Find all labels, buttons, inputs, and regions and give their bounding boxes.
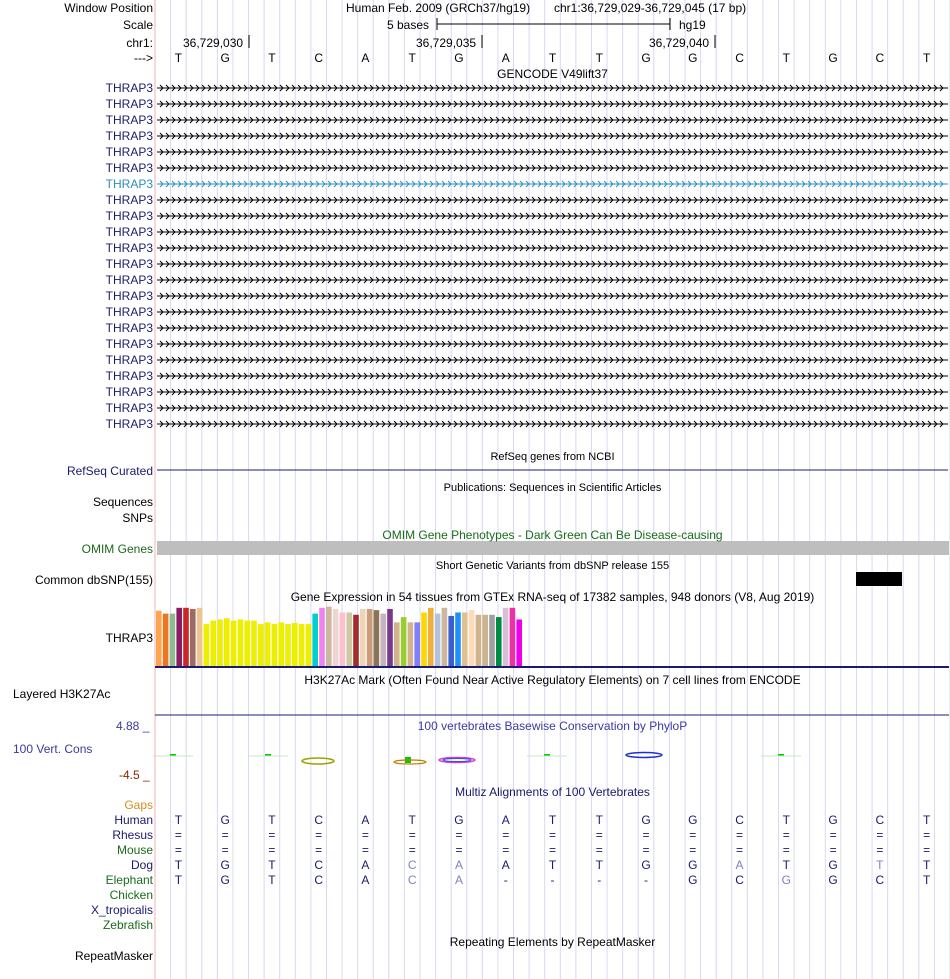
alignment-base: =: [923, 843, 931, 857]
alignment-base: =: [782, 843, 790, 857]
alignment-base: =: [595, 828, 603, 842]
gtex-tissue-bar: [156, 611, 162, 666]
gtex-tissue-bar: [285, 624, 291, 666]
scale-label: Scale: [122, 18, 153, 32]
alignment-base: =: [408, 828, 416, 842]
alignment-base: =: [268, 828, 276, 842]
alignment-base: T: [174, 858, 183, 872]
gtex-tissue-bar: [503, 608, 509, 666]
species-label[interactable]: X_tropicalis: [90, 903, 153, 917]
gencode-gene-label[interactable]: THRAP3: [105, 161, 153, 175]
assembly-name: Human Feb. 2009 (GRCh37/hg19): [346, 1, 531, 15]
alignment-base: =: [174, 828, 182, 842]
phylop-min-label: -4.5 _: [119, 768, 150, 782]
gtex-tissue-bar: [170, 614, 176, 666]
alignment-base: G: [220, 858, 230, 872]
alignment-base: =: [689, 828, 697, 842]
window-position-label: Window Position: [64, 1, 153, 15]
alignment-base: =: [455, 828, 463, 842]
refseq-track-title: RefSeq genes from NCBI: [490, 451, 615, 463]
base-letter: T: [782, 51, 790, 65]
gencode-gene-label[interactable]: THRAP3: [105, 273, 153, 287]
alignment-base: G: [454, 813, 464, 827]
alignment-base: =: [221, 828, 229, 842]
alignment-base: C: [407, 873, 417, 887]
gtex-tissue-bar: [224, 618, 230, 666]
gencode-gene-label[interactable]: THRAP3: [105, 97, 153, 111]
alignment-base: C: [314, 858, 323, 872]
alignment-base: G: [688, 873, 698, 887]
gtex-tissue-bar: [387, 609, 393, 666]
gtex-tissue-bar: [496, 617, 502, 666]
publications-snps-label[interactable]: SNPs: [122, 511, 153, 525]
base-letter: A: [501, 51, 510, 65]
alignment-base: =: [642, 828, 650, 842]
alignment-base: T: [922, 813, 931, 827]
gtex-tissue-bar: [414, 622, 420, 666]
gtex-tissue-bar: [516, 619, 522, 666]
alignment-base: C: [735, 813, 744, 827]
multiz-gaps-label: Gaps: [124, 798, 153, 812]
coord-tick-label: 36,729,040: [649, 36, 710, 50]
gtex-tissue-bar: [482, 615, 488, 666]
alignment-base: T: [922, 858, 931, 872]
gtex-tissue-bar: [176, 608, 182, 666]
h3k27ac-track-title: H3K27Ac Mark (Often Found Near Active Regulatory Elements) on 7 cell lines from ENCODE: [304, 673, 801, 687]
gtex-tissue-bar: [448, 616, 454, 666]
gtex-tissue-bar: [238, 619, 244, 666]
gtex-tissue-bar: [204, 624, 210, 666]
base-letter: T: [922, 51, 931, 65]
alignment-base: -: [550, 873, 555, 887]
gtex-tissue-bar: [312, 614, 318, 666]
gtex-tissue-bar: [469, 610, 475, 666]
gtex-tissue-bar: [489, 615, 495, 666]
alignment-base: C: [314, 813, 323, 827]
dbsnp-track-title: Short Genetic Variants from dbSNP release 155: [435, 560, 670, 572]
alignment-base: T: [174, 813, 183, 827]
h3k27ac-label[interactable]: Layered H3K27Ac: [13, 687, 111, 701]
alignment-base: C: [875, 813, 885, 827]
gtex-tissue-bar: [380, 614, 386, 666]
gtex-tissue-bar: [190, 609, 196, 666]
alignment-base: G: [828, 858, 838, 872]
chrom-label: chr1:: [126, 36, 153, 50]
gtex-tissue-bar: [244, 621, 250, 666]
alignment-base: =: [455, 843, 463, 857]
gtex-tissue-bar: [217, 619, 223, 666]
alignment-base: =: [361, 828, 369, 842]
gtex-tissue-bar: [394, 622, 400, 666]
publications-track-title: Publications: Sequences in Scientific Articles: [443, 482, 662, 494]
alignment-base: -: [503, 873, 508, 887]
base-letter: C: [735, 51, 744, 65]
dbsnp-variant: [856, 572, 902, 586]
alignment-base: =: [315, 843, 323, 857]
coord-tick-label: 36,729,035: [416, 36, 477, 50]
alignment-base: C: [875, 873, 885, 887]
alignment-base: T: [268, 858, 276, 872]
alignment-base: -: [597, 873, 602, 887]
gencode-gene-label[interactable]: THRAP3: [105, 305, 153, 319]
alignment-base: T: [922, 873, 931, 887]
base-letter: A: [361, 51, 370, 65]
gencode-gene-label[interactable]: THRAP3: [105, 209, 153, 223]
gtex-tissue-bar: [333, 609, 339, 666]
alignment-base: A: [454, 858, 463, 872]
gtex-tissue-bar: [360, 609, 366, 666]
gencode-gene-label[interactable]: THRAP3: [105, 257, 153, 271]
gencode-gene-label[interactable]: THRAP3: [105, 353, 153, 367]
alignment-base: T: [174, 873, 183, 887]
alignment-base: G: [641, 813, 651, 827]
publications-sequences-label[interactable]: Sequences: [92, 495, 153, 509]
alignment-base: G: [688, 813, 698, 827]
alignment-base: =: [502, 828, 510, 842]
base-letter: T: [595, 51, 603, 65]
alignment-base: T: [268, 873, 276, 887]
alignment-base: G: [220, 813, 230, 827]
gtex-tissue-bar: [353, 615, 359, 666]
gencode-gene-label[interactable]: THRAP3: [105, 337, 153, 351]
species-label[interactable]: Dog: [130, 858, 153, 872]
alignment-base: T: [876, 858, 884, 872]
gtex-tissue-bar: [374, 610, 380, 666]
gencode-gene-label[interactable]: THRAP3: [105, 321, 153, 335]
alignment-base: =: [595, 843, 603, 857]
base-letter: G: [688, 51, 698, 65]
gencode-gene-label[interactable]: THRAP3: [105, 193, 153, 207]
phylop-max-label: 4.88 _: [116, 719, 150, 733]
gtex-tissue-bar: [231, 621, 237, 666]
gencode-gene-label[interactable]: THRAP3: [105, 289, 153, 303]
gtex-tissue-bar: [340, 612, 346, 666]
repeatmasker-label[interactable]: RepeatMasker: [74, 949, 153, 963]
gtex-tissue-bar: [421, 612, 427, 666]
base-letter: G: [454, 51, 464, 65]
gtex-tissue-bar: [210, 621, 216, 666]
alignment-base: A: [361, 858, 370, 872]
alignment-base: =: [408, 843, 416, 857]
gencode-gene-label[interactable]: THRAP3: [105, 225, 153, 239]
gtex-tissue-bar: [455, 612, 461, 666]
omim-track-title: OMIM Gene Phenotypes - Dark Green Can Be Disease-causing: [382, 528, 723, 542]
gtex-label[interactable]: THRAP3: [105, 631, 153, 645]
gtex-tissue-bar: [163, 614, 169, 666]
dbsnp-label[interactable]: Common dbSNP(155): [34, 573, 153, 587]
alignment-base: =: [876, 828, 884, 842]
alignment-base: =: [829, 828, 837, 842]
gencode-gene-label[interactable]: THRAP3: [105, 241, 153, 255]
alignment-base: T: [782, 813, 790, 827]
gtex-tissue-bar: [258, 624, 264, 666]
base-letter: C: [314, 51, 323, 65]
alignment-base: A: [501, 858, 510, 872]
gencode-gene-label[interactable]: THRAP3: [105, 177, 153, 191]
gencode-gene-label[interactable]: THRAP3: [105, 401, 153, 415]
alignment-base: =: [502, 843, 510, 857]
phylop-loop: [302, 758, 334, 764]
alignment-base: =: [689, 843, 697, 857]
alignment-base: =: [782, 828, 790, 842]
alignment-base: =: [361, 843, 369, 857]
alignment-base: T: [548, 858, 557, 872]
alignment-base: =: [221, 843, 229, 857]
window-position-value[interactable]: chr1:36,729,029-36,729,045 (17 bp): [554, 1, 747, 15]
gencode-gene-label[interactable]: THRAP3: [105, 145, 153, 159]
phylop-loop: [443, 759, 471, 762]
gtex-tissue-bar: [306, 624, 312, 666]
gtex-tissue-bar: [251, 621, 257, 666]
strand-label: --->: [134, 51, 153, 65]
alignment-base: G: [828, 873, 838, 887]
gencode-gene-label[interactable]: THRAP3: [105, 417, 153, 431]
alignment-base: A: [361, 873, 370, 887]
alignment-base: =: [268, 843, 276, 857]
species-label[interactable]: Mouse: [116, 843, 153, 857]
phylop-track-title: 100 vertebrates Basewise Conservation by PhyloP: [417, 719, 688, 733]
gencode-track-title: GENCODE V49lift37: [497, 67, 608, 81]
gencode-gene-label[interactable]: THRAP3: [105, 369, 153, 383]
alignment-base: T: [595, 813, 603, 827]
alignment-base: G: [781, 873, 791, 887]
base-letter: G: [220, 51, 230, 65]
gtex-tissue-bar: [401, 617, 407, 666]
alignment-base: C: [314, 873, 323, 887]
alignment-base: T: [595, 858, 603, 872]
alignment-base: A: [361, 813, 370, 827]
alignment-base: A: [501, 813, 510, 827]
base-letter: G: [641, 51, 651, 65]
base-letter: T: [268, 51, 276, 65]
species-label[interactable]: Rhesus: [112, 828, 153, 842]
gtex-tissue-bar: [326, 607, 332, 666]
gtex-tissue-bar: [183, 608, 189, 666]
gtex-tissue-bar: [292, 623, 298, 666]
alignment-base: T: [548, 813, 557, 827]
gtex-tissue-bar: [462, 612, 468, 666]
gencode-gene-label[interactable]: THRAP3: [105, 129, 153, 143]
species-label[interactable]: Human: [114, 813, 153, 827]
multiz-track-title: Multiz Alignments of 100 Vertebrates: [455, 785, 650, 799]
alignment-base: =: [736, 843, 744, 857]
gtex-tissue-bar: [272, 624, 278, 666]
alignment-base: G: [688, 858, 698, 872]
omim-label[interactable]: OMIM Genes: [81, 542, 153, 556]
refseq-label[interactable]: RefSeq Curated: [66, 464, 153, 478]
coord-tick-label: 36,729,030: [183, 36, 244, 50]
alignment-base: G: [828, 813, 838, 827]
alignment-base: T: [268, 813, 276, 827]
species-label[interactable]: Chicken: [109, 888, 153, 902]
omim-feature-bar: [157, 541, 949, 555]
gencode-gene-label[interactable]: THRAP3: [105, 81, 153, 95]
gtex-tissue-bar: [510, 608, 516, 666]
gtex-tissue-bar: [428, 608, 434, 666]
alignment-base: =: [642, 843, 650, 857]
gtex-tissue-bar: [197, 608, 203, 666]
gtex-tissue-bar: [319, 608, 325, 666]
scale-db: hg19: [679, 18, 706, 32]
phylop-loop: [626, 753, 662, 758]
repeatmasker-track-title: Repeating Elements by RepeatMasker: [449, 935, 656, 949]
alignment-base: T: [408, 813, 416, 827]
alignment-base: =: [548, 828, 556, 842]
alignment-base: =: [548, 843, 556, 857]
gtex-tissue-bar: [408, 622, 414, 666]
gtex-tissue-bar: [367, 609, 373, 666]
alignment-base: G: [641, 858, 651, 872]
alignment-base: =: [174, 843, 182, 857]
base-letter: T: [408, 51, 416, 65]
alignment-base: =: [315, 828, 323, 842]
alignment-base: T: [782, 858, 790, 872]
alignment-base: =: [923, 828, 931, 842]
species-label[interactable]: Zebrafish: [102, 918, 153, 932]
alignment-base: C: [735, 873, 744, 887]
base-letter: T: [548, 51, 557, 65]
alignment-base: A: [735, 858, 744, 872]
alignment-base: -: [644, 873, 649, 887]
gtex-tissue-bar: [299, 624, 305, 666]
alignment-base: C: [407, 858, 417, 872]
alignment-base: =: [736, 828, 744, 842]
phylop-label[interactable]: 100 Vert. Cons: [13, 742, 93, 756]
base-letter: T: [174, 51, 183, 65]
gtex-tissue-bar: [278, 622, 284, 666]
alignment-base: G: [220, 873, 230, 887]
species-label[interactable]: Elephant: [105, 873, 153, 887]
gtex-tissue-bar: [442, 608, 448, 666]
gencode-gene-label[interactable]: THRAP3: [105, 113, 153, 127]
base-letter: G: [828, 51, 838, 65]
gtex-tissue-bar: [476, 615, 482, 666]
gtex-tissue-bar: [265, 622, 271, 666]
scale-bases: 5 bases: [387, 18, 430, 32]
base-letter: C: [875, 51, 885, 65]
gencode-gene-label[interactable]: THRAP3: [105, 385, 153, 399]
alignment-base: =: [876, 843, 884, 857]
gtex-tissue-bar: [346, 612, 352, 666]
gtex-track-title: Gene Expression in 54 tissues from GTEx RNA-seq of 17382 samples, 948 donors (V8, Aug 2019): [290, 590, 815, 604]
alignment-base: A: [454, 873, 463, 887]
gtex-tissue-bar: [435, 614, 441, 666]
alignment-base: =: [829, 843, 837, 857]
